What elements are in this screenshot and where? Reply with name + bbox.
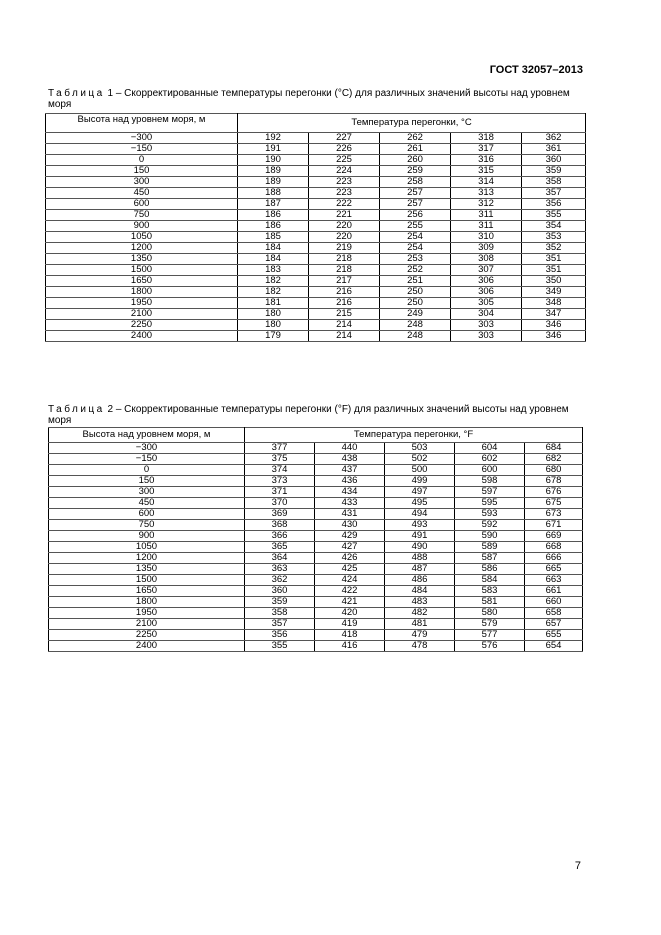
- altitude-cell: 1950: [49, 608, 245, 619]
- temperature-cell: 500: [385, 465, 455, 476]
- altitude-cell: 2400: [46, 331, 238, 342]
- altitude-cell: 1350: [49, 564, 245, 575]
- temperature-cell: 602: [455, 454, 525, 465]
- temperature-cell: 419: [315, 619, 385, 630]
- temperature-cell: 189: [238, 166, 309, 177]
- temperature-cell: 671: [525, 520, 583, 531]
- temperature-cell: 225: [309, 155, 380, 166]
- temperature-cell: 481: [385, 619, 455, 630]
- altitude-cell: 450: [49, 498, 245, 509]
- temperature-cell: 362: [245, 575, 315, 586]
- altitude-cell: 2250: [49, 630, 245, 641]
- temperature-cell: 217: [309, 276, 380, 287]
- temperature-cell: 434: [315, 487, 385, 498]
- temperature-cell: 494: [385, 509, 455, 520]
- temperature-cell: 358: [245, 608, 315, 619]
- temperature-cell: 311: [451, 221, 522, 232]
- table-row: [46, 144, 586, 155]
- temperature-cell: 657: [525, 619, 583, 630]
- temperature-cell: 308: [451, 254, 522, 265]
- temperature-cell: 592: [455, 520, 525, 531]
- temperature-cell: 377: [245, 443, 315, 454]
- temperature-cell: 254: [380, 232, 451, 243]
- altitude-cell: −150: [46, 144, 238, 155]
- temperature-cell: 258: [380, 177, 451, 188]
- temperature-cell: 191: [238, 144, 309, 155]
- temperature-cell: 184: [238, 243, 309, 254]
- altitude-cell: 2400: [49, 641, 245, 652]
- temperature-cell: 259: [380, 166, 451, 177]
- altitude-cell: 1650: [49, 586, 245, 597]
- temperature-cell: 436: [315, 476, 385, 487]
- temperature-cell: 180: [238, 309, 309, 320]
- table-row: [49, 619, 583, 630]
- document-code: ГОСТ 32057–2013: [489, 64, 583, 76]
- altitude-cell: 450: [46, 188, 238, 199]
- temperature-cell: 579: [455, 619, 525, 630]
- temperature-cell: 360: [522, 155, 586, 166]
- table-row: [46, 331, 586, 342]
- temperature-cell: 307: [451, 265, 522, 276]
- temperature-cell: 362: [522, 133, 586, 144]
- table-row: [49, 498, 583, 509]
- temperature-cell: 262: [380, 133, 451, 144]
- temperature-cell: 654: [525, 641, 583, 652]
- temperature-cell: 248: [380, 331, 451, 342]
- temperature-cell: 483: [385, 597, 455, 608]
- temperature-cell: 215: [309, 309, 380, 320]
- table-row: [46, 309, 586, 320]
- temperature-cell: 226: [309, 144, 380, 155]
- table2-caption-word: Таблица: [48, 404, 105, 415]
- table1-header-altitude: Высота над уровнем моря, м: [46, 114, 238, 133]
- temperature-cell: 590: [455, 531, 525, 542]
- temperature-cell: 314: [451, 177, 522, 188]
- temperature-cell: 313: [451, 188, 522, 199]
- temperature-cell: 478: [385, 641, 455, 652]
- table-row: [46, 199, 586, 210]
- temperature-cell: 593: [455, 509, 525, 520]
- table-row: [49, 597, 583, 608]
- temperature-cell: 490: [385, 542, 455, 553]
- temperature-cell: 676: [525, 487, 583, 498]
- temperature-cell: 216: [309, 287, 380, 298]
- altitude-cell: 2100: [46, 309, 238, 320]
- altitude-cell: 600: [49, 509, 245, 520]
- temperature-cell: 214: [309, 320, 380, 331]
- temperature-cell: 427: [315, 542, 385, 553]
- temperature-cell: 661: [525, 586, 583, 597]
- temperature-cell: 179: [238, 331, 309, 342]
- table-row: [46, 254, 586, 265]
- temperature-cell: 221: [309, 210, 380, 221]
- table-row: [49, 476, 583, 487]
- temperature-cell: 353: [522, 232, 586, 243]
- table-row: [49, 630, 583, 641]
- temperature-cell: 482: [385, 608, 455, 619]
- temperature-cell: 416: [315, 641, 385, 652]
- temperature-cell: 248: [380, 320, 451, 331]
- table2-body: [49, 443, 583, 652]
- table-row: [49, 531, 583, 542]
- temperature-cell: 358: [522, 177, 586, 188]
- table-row: [46, 243, 586, 254]
- temperature-cell: 250: [380, 287, 451, 298]
- temperature-cell: 190: [238, 155, 309, 166]
- altitude-cell: 1800: [49, 597, 245, 608]
- altitude-cell: 600: [46, 199, 238, 210]
- temperature-cell: 253: [380, 254, 451, 265]
- temperature-cell: 252: [380, 265, 451, 276]
- altitude-cell: 2250: [46, 320, 238, 331]
- temperature-cell: 303: [451, 331, 522, 342]
- temperature-cell: 675: [525, 498, 583, 509]
- table-row: [49, 520, 583, 531]
- temperature-cell: 359: [522, 166, 586, 177]
- temperature-cell: 429: [315, 531, 385, 542]
- temperature-cell: 495: [385, 498, 455, 509]
- temperature-cell: 669: [525, 531, 583, 542]
- temperature-cell: 373: [245, 476, 315, 487]
- table1-header-temperature: Температура перегонки, °С: [238, 114, 586, 133]
- table-row: [46, 188, 586, 199]
- table-row: [49, 509, 583, 520]
- altitude-cell: 150: [49, 476, 245, 487]
- altitude-cell: 900: [46, 221, 238, 232]
- temperature-cell: 219: [309, 243, 380, 254]
- temperature-cell: 306: [451, 276, 522, 287]
- altitude-cell: 750: [46, 210, 238, 221]
- temperature-cell: 678: [525, 476, 583, 487]
- temperature-cell: 356: [245, 630, 315, 641]
- temperature-cell: 357: [522, 188, 586, 199]
- table-row: [46, 287, 586, 298]
- temperature-cell: 682: [525, 454, 583, 465]
- temperature-cell: 487: [385, 564, 455, 575]
- temperature-cell: 368: [245, 520, 315, 531]
- temperature-cell: 186: [238, 210, 309, 221]
- temperature-cell: 315: [451, 166, 522, 177]
- table-row: [46, 177, 586, 188]
- altitude-cell: 1050: [46, 232, 238, 243]
- temperature-cell: 184: [238, 254, 309, 265]
- table2-caption: [48, 404, 584, 426]
- table-row: [49, 641, 583, 652]
- table-row: [49, 586, 583, 597]
- temperature-cell: 218: [309, 254, 380, 265]
- temperature-cell: 318: [451, 133, 522, 144]
- temperature-cell: 257: [380, 199, 451, 210]
- table-row: [49, 553, 583, 564]
- altitude-cell: 300: [49, 487, 245, 498]
- temperature-cell: 181: [238, 298, 309, 309]
- temperature-cell: 420: [315, 608, 385, 619]
- temperature-cell: 355: [522, 210, 586, 221]
- temperature-cell: 361: [522, 144, 586, 155]
- temperature-cell: 421: [315, 597, 385, 608]
- altitude-cell: 1500: [49, 575, 245, 586]
- temperature-cell: 666: [525, 553, 583, 564]
- temperature-cell: 604: [455, 443, 525, 454]
- temperature-cell: 260: [380, 155, 451, 166]
- temperature-cell: 251: [380, 276, 451, 287]
- temperature-cell: 346: [522, 331, 586, 342]
- temperature-cell: 310: [451, 232, 522, 243]
- temperature-cell: 183: [238, 265, 309, 276]
- temperature-cell: 182: [238, 287, 309, 298]
- temperature-cell: 255: [380, 221, 451, 232]
- temperature-cell: 598: [455, 476, 525, 487]
- temperature-cell: 497: [385, 487, 455, 498]
- temperature-cell: 250: [380, 298, 451, 309]
- temperature-cell: 355: [245, 641, 315, 652]
- temperature-cell: 185: [238, 232, 309, 243]
- table-row: [49, 487, 583, 498]
- altitude-cell: −300: [49, 443, 245, 454]
- temperature-cell: 586: [455, 564, 525, 575]
- table-row: [46, 298, 586, 309]
- temperature-cell: 312: [451, 199, 522, 210]
- temperature-cell: 433: [315, 498, 385, 509]
- temperature-cell: 438: [315, 454, 385, 465]
- temperature-cell: 227: [309, 133, 380, 144]
- temperature-cell: 418: [315, 630, 385, 641]
- table2-header-altitude: Высота над уровнем моря, м: [49, 428, 245, 443]
- temperature-cell: 351: [522, 265, 586, 276]
- altitude-cell: 1200: [46, 243, 238, 254]
- altitude-cell: 0: [46, 155, 238, 166]
- temperature-cell: 306: [451, 287, 522, 298]
- temperature-cell: 440: [315, 443, 385, 454]
- temperature-cell: 597: [455, 487, 525, 498]
- table-row: [49, 465, 583, 476]
- altitude-cell: 0: [49, 465, 245, 476]
- altitude-cell: 1800: [46, 287, 238, 298]
- temperature-cell: 580: [455, 608, 525, 619]
- temperature-cell: 350: [522, 276, 586, 287]
- temperature-cell: 655: [525, 630, 583, 641]
- temperature-cell: 581: [455, 597, 525, 608]
- temperature-cell: 668: [525, 542, 583, 553]
- table-row: [46, 155, 586, 166]
- temperature-cell: 660: [525, 597, 583, 608]
- temperature-cell: 309: [451, 243, 522, 254]
- temperature-cell: 304: [451, 309, 522, 320]
- temperature-cell: 431: [315, 509, 385, 520]
- temperature-cell: 595: [455, 498, 525, 509]
- temperature-cell: 502: [385, 454, 455, 465]
- altitude-cell: −150: [49, 454, 245, 465]
- temperature-cell: 303: [451, 320, 522, 331]
- temperature-cell: 256: [380, 210, 451, 221]
- table-row: [46, 232, 586, 243]
- table-row: [49, 564, 583, 575]
- temperature-cell: 503: [385, 443, 455, 454]
- temperature-cell: 665: [525, 564, 583, 575]
- temperature-cell: 349: [522, 287, 586, 298]
- altitude-cell: 1500: [46, 265, 238, 276]
- temperature-cell: 214: [309, 331, 380, 342]
- temperature-cell: 187: [238, 199, 309, 210]
- table-row: [46, 320, 586, 331]
- altitude-cell: 1050: [49, 542, 245, 553]
- temperature-cell: 425: [315, 564, 385, 575]
- temperature-cell: 254: [380, 243, 451, 254]
- temperature-cell: 371: [245, 487, 315, 498]
- temperature-cell: 220: [309, 232, 380, 243]
- temperature-cell: 583: [455, 586, 525, 597]
- table2: [48, 427, 583, 652]
- altitude-cell: −300: [46, 133, 238, 144]
- temperature-cell: 316: [451, 155, 522, 166]
- page-number: 7: [574, 860, 581, 872]
- altitude-cell: 1650: [46, 276, 238, 287]
- temperature-cell: 673: [525, 509, 583, 520]
- temperature-cell: 488: [385, 553, 455, 564]
- temperature-cell: 347: [522, 309, 586, 320]
- temperature-cell: 363: [245, 564, 315, 575]
- temperature-cell: 577: [455, 630, 525, 641]
- temperature-cell: 223: [309, 188, 380, 199]
- table1-caption-word: Таблица: [48, 88, 105, 99]
- temperature-cell: 486: [385, 575, 455, 586]
- table-row: [49, 454, 583, 465]
- temperature-cell: 369: [245, 509, 315, 520]
- temperature-cell: 222: [309, 199, 380, 210]
- temperature-cell: 589: [455, 542, 525, 553]
- temperature-cell: 351: [522, 254, 586, 265]
- temperature-cell: 493: [385, 520, 455, 531]
- temperature-cell: 491: [385, 531, 455, 542]
- table-row: [46, 133, 586, 144]
- temperature-cell: 365: [245, 542, 315, 553]
- temperature-cell: 587: [455, 553, 525, 564]
- temperature-cell: 600: [455, 465, 525, 476]
- temperature-cell: 375: [245, 454, 315, 465]
- temperature-cell: 680: [525, 465, 583, 476]
- temperature-cell: 584: [455, 575, 525, 586]
- table-row: [46, 221, 586, 232]
- temperature-cell: 188: [238, 188, 309, 199]
- table-row: [46, 166, 586, 177]
- temperature-cell: 182: [238, 276, 309, 287]
- temperature-cell: 424: [315, 575, 385, 586]
- table1-body: [46, 133, 586, 342]
- temperature-cell: 576: [455, 641, 525, 652]
- altitude-cell: 1200: [49, 553, 245, 564]
- temperature-cell: 261: [380, 144, 451, 155]
- temperature-cell: 479: [385, 630, 455, 641]
- temperature-cell: 366: [245, 531, 315, 542]
- temperature-cell: 430: [315, 520, 385, 531]
- temperature-cell: 359: [245, 597, 315, 608]
- table1-caption-text: 1 – Скорректированные температуры перегонки (°C) для различных значений высоты над уровнем моря: [48, 88, 570, 110]
- altitude-cell: 300: [46, 177, 238, 188]
- temperature-cell: 684: [525, 443, 583, 454]
- temperature-cell: 257: [380, 188, 451, 199]
- temperature-cell: 422: [315, 586, 385, 597]
- table-row: [46, 265, 586, 276]
- temperature-cell: 354: [522, 221, 586, 232]
- temperature-cell: 305: [451, 298, 522, 309]
- table1: [45, 113, 586, 342]
- temperature-cell: 437: [315, 465, 385, 476]
- temperature-cell: 484: [385, 586, 455, 597]
- temperature-cell: 223: [309, 177, 380, 188]
- table-row: [49, 542, 583, 553]
- temperature-cell: 317: [451, 144, 522, 155]
- temperature-cell: 426: [315, 553, 385, 564]
- temperature-cell: 220: [309, 221, 380, 232]
- temperature-cell: 360: [245, 586, 315, 597]
- table-row: [49, 575, 583, 586]
- temperature-cell: 189: [238, 177, 309, 188]
- table-row: [49, 443, 583, 454]
- temperature-cell: 249: [380, 309, 451, 320]
- altitude-cell: 2100: [49, 619, 245, 630]
- temperature-cell: 357: [245, 619, 315, 630]
- temperature-cell: 658: [525, 608, 583, 619]
- table-row: [46, 276, 586, 287]
- table-row: [46, 210, 586, 221]
- temperature-cell: 499: [385, 476, 455, 487]
- altitude-cell: 900: [49, 531, 245, 542]
- temperature-cell: 180: [238, 320, 309, 331]
- table2-caption-text: 2 – Скорректированные температуры перегонки (°F) для различных значений высоты над уровнем моря: [48, 404, 569, 426]
- temperature-cell: 311: [451, 210, 522, 221]
- table2-header-temperature: Температура перегонки, °F: [245, 428, 583, 443]
- temperature-cell: 356: [522, 199, 586, 210]
- altitude-cell: 750: [49, 520, 245, 531]
- temperature-cell: 224: [309, 166, 380, 177]
- temperature-cell: 186: [238, 221, 309, 232]
- temperature-cell: 218: [309, 265, 380, 276]
- temperature-cell: 370: [245, 498, 315, 509]
- temperature-cell: 216: [309, 298, 380, 309]
- temperature-cell: 663: [525, 575, 583, 586]
- altitude-cell: 150: [46, 166, 238, 177]
- temperature-cell: 374: [245, 465, 315, 476]
- temperature-cell: 352: [522, 243, 586, 254]
- temperature-cell: 348: [522, 298, 586, 309]
- table-row: [49, 608, 583, 619]
- temperature-cell: 364: [245, 553, 315, 564]
- temperature-cell: 192: [238, 133, 309, 144]
- temperature-cell: 346: [522, 320, 586, 331]
- altitude-cell: 1350: [46, 254, 238, 265]
- altitude-cell: 1950: [46, 298, 238, 309]
- table1-caption: [48, 88, 584, 110]
